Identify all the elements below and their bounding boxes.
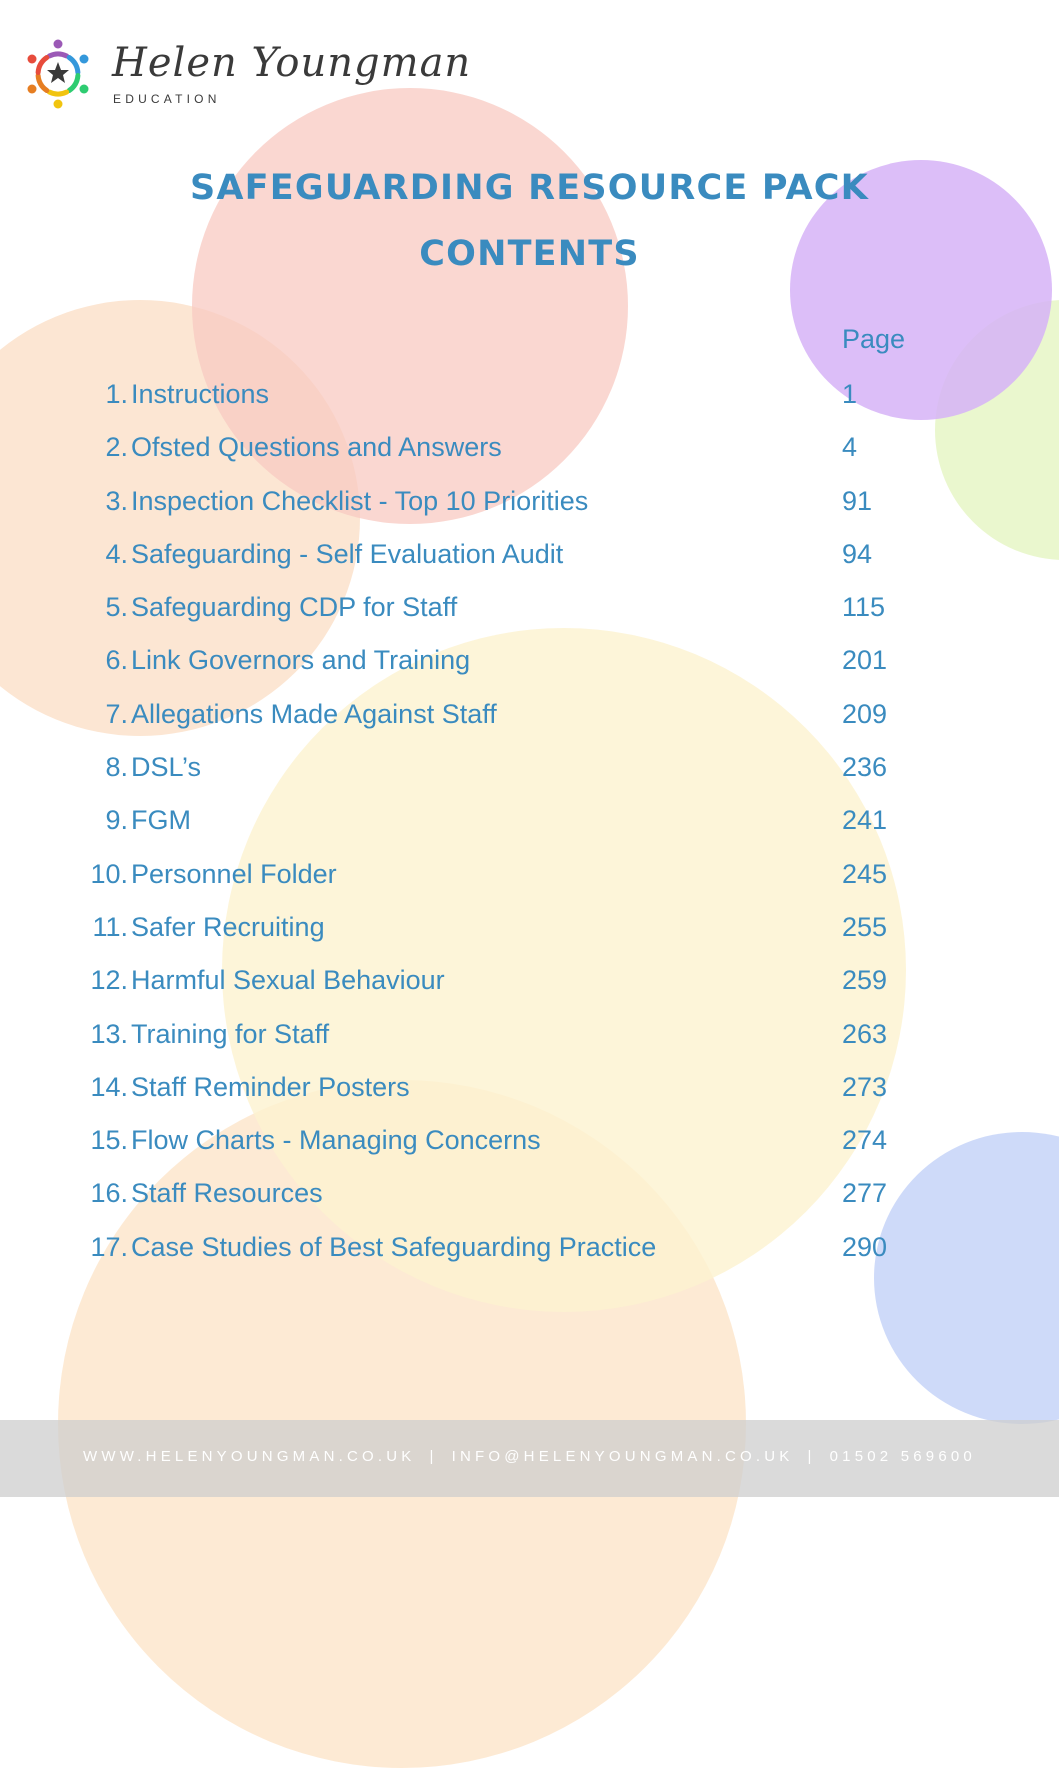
toc-item-number: 13. (90, 1018, 128, 1049)
toc-item-page: 236 (842, 752, 888, 783)
toc-item-title: Ofsted Questions and Answers (131, 432, 502, 463)
toc-item-number: 3. (105, 485, 128, 516)
toc-item-page: 263 (842, 1018, 888, 1049)
toc-item[interactable] (0, 375, 1059, 428)
toc-item[interactable] (0, 1228, 1059, 1281)
toc-item[interactable] (0, 428, 1059, 481)
brand-subtitle: EDUCATION (113, 92, 221, 106)
footer-bar (0, 1420, 1059, 1497)
toc-item-title: Training for Staff (131, 1018, 330, 1049)
toc-item-title: Staff Reminder Posters (131, 1071, 410, 1102)
footer-phone: 01502 569600 (829, 1448, 976, 1465)
toc-item-number: 15. (90, 1125, 128, 1156)
toc-item[interactable] (0, 482, 1059, 535)
toc-item-number: 11. (92, 911, 128, 942)
footer-email[interactable]: INFO@HELENYOUNGMAN.CO.UK (451, 1448, 794, 1465)
toc-item-title: Case Studies of Best Safeguarding Practice (131, 1231, 657, 1262)
page-subtitle: CONTENTS (419, 234, 640, 274)
toc-item[interactable] (0, 1015, 1059, 1068)
toc-item-title: Allegations Made Against Staff (131, 698, 497, 729)
toc-item-number: 7. (105, 698, 128, 729)
toc-item-title: FGM (131, 805, 191, 836)
toc-item[interactable] (0, 801, 1059, 854)
toc-item-number: 12. (90, 965, 128, 996)
toc-item-page: 290 (842, 1231, 888, 1262)
toc-page-header: Page (842, 324, 906, 354)
toc-item-number: 10. (90, 858, 128, 889)
toc-item-number: 14. (90, 1071, 128, 1102)
toc-item[interactable] (0, 1174, 1059, 1227)
toc-item[interactable] (0, 535, 1059, 588)
toc-item-page: 201 (842, 645, 888, 676)
toc-item-number: 17. (90, 1231, 128, 1262)
footer-contact (0, 1448, 1059, 1465)
toc-item[interactable] (0, 748, 1059, 801)
toc-item-number: 8. (105, 752, 128, 783)
toc-item-page: 4 (842, 432, 858, 463)
toc-item[interactable] (0, 961, 1059, 1014)
toc-item-page: 245 (842, 858, 888, 889)
toc-item-title: Instructions (131, 379, 270, 409)
toc-item-page: 259 (842, 965, 888, 996)
page-title: SAFEGUARDING RESOURCE PACK (189, 168, 869, 208)
toc-item-title: Flow Charts - Managing Concerns (131, 1125, 541, 1156)
toc-item-page: 91 (842, 485, 873, 516)
toc-item-page: 1 (842, 379, 858, 409)
toc-item[interactable] (0, 855, 1059, 908)
footer-separator: | (429, 1448, 438, 1465)
toc-item[interactable] (0, 695, 1059, 748)
toc-item-title: Harmful Sexual Behaviour (131, 965, 445, 996)
toc-item[interactable] (0, 1121, 1059, 1174)
toc-item-number: 9. (105, 805, 128, 836)
toc-item-page: 115 (842, 592, 886, 623)
toc-list (0, 375, 1059, 1281)
toc-item[interactable] (0, 588, 1059, 641)
toc-item-page: 241 (842, 805, 888, 836)
toc-item-title: Inspection Checklist - Top 10 Priorities (131, 485, 589, 516)
toc-item[interactable] (0, 908, 1059, 961)
toc-item-page: 274 (842, 1125, 888, 1156)
toc-item-page: 94 (842, 538, 873, 569)
toc-item-page: 209 (842, 698, 888, 729)
toc-item-page: 273 (842, 1071, 888, 1102)
toc-item-title: Safeguarding CDP for Staff (131, 592, 458, 623)
toc-item[interactable] (0, 1068, 1059, 1121)
toc-item-number: 4. (105, 538, 128, 569)
toc-item-number: 6. (105, 645, 128, 676)
toc-item-number: 5. (105, 592, 128, 623)
toc-item-number: 2. (105, 432, 128, 463)
footer-separator: | (807, 1448, 816, 1465)
toc-item-title: Safer Recruiting (131, 911, 325, 942)
toc-item-title: Personnel Folder (131, 858, 337, 889)
brand-name: Helen Youngman (112, 40, 472, 86)
toc-item[interactable] (0, 641, 1059, 694)
people-circle-logo-icon (18, 34, 98, 114)
footer-website[interactable]: WWW.HELENYOUNGMAN.CO.UK (83, 1448, 416, 1465)
toc-item-title: DSL’s (131, 752, 202, 783)
toc-item-number: 16. (90, 1178, 128, 1209)
toc-item-title: Staff Resources (131, 1178, 323, 1209)
toc-item-title: Link Governors and Training (131, 645, 471, 676)
toc-item-number: 1. (105, 379, 128, 409)
toc-item-page: 255 (842, 911, 888, 942)
toc-item-page: 277 (842, 1178, 888, 1209)
toc-item-title: Safeguarding - Self Evaluation Audit (131, 538, 564, 569)
